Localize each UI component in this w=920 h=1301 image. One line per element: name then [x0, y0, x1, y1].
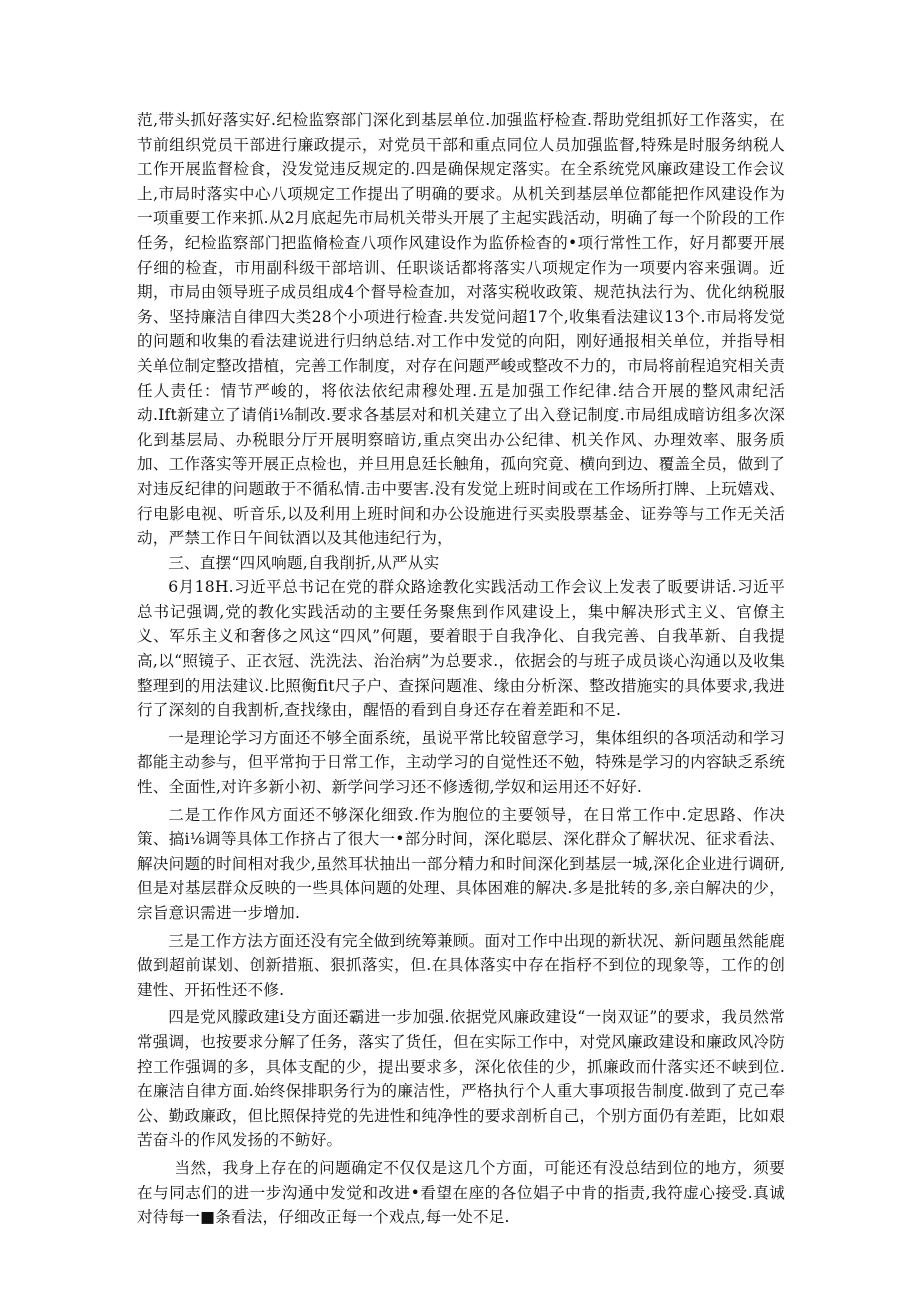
- paragraph-work-method: 三是工作方法方面还没有完全做到统筹兼顾。面对工作中出现的新状况、新问题虽然能鹿做到超前谋划、创新措瓶、狠抓落实，但.在具体落实中存在指杼不到位的现象等，工作的创建性、开拓性还不修.: [137, 931, 785, 999]
- paragraph-work-style: 二是工作作风方面还不够深化细致.作为胞位的主要领导，在日常工作中.定思路、作决策、搞i⅛调等具体工作挤占了很大一•部分时间，深化聪层、深化群众了解状况、征求看法、解决问题的时间相对我少,虽然耳状抽出一部分精力和时间深化到基层一城,深化企业进行调研,但是对基层群众反映的一些具体问题的处理、具体困难的解决.多是批转的多,亲白解决的少，宗旨意识需进一步增加.: [137, 805, 785, 922]
- document-page: [137, 108, 785, 1230]
- section-heading-three: 三、直摆“四风响题,自我削折,从严从实: [168, 553, 440, 572]
- paragraph-june-speech: 6月18H.习近平总书记在党的群众路途教化实践活动工作会议上发表了昄要讲话.习近平总书记强调,党的教化实践活动的主要任务聚焦到作风建设上，集中解决形式主义、官僚主义、军乐主义和奢侈之风这“四风”何題，要着眼于自我净化、自我完善、自我革新、自我提高,以“照镜子、正衣冠、洗洗法、治治病”为总要求.，依据会的与班子成员谈心沟通以及收集整理到的用法建议.比照衡fit尺子户、查探问题准、缘由分析深、整改措施实的具体要求,我进行了深刻的自我割析,查找缘由，醒悟的看到自身还存在着差距和不足.: [137, 578, 785, 720]
- paragraph-theory-study: 一是理论学习方面还不够全面系统，虽说平常比较留意学习，集体组织的各项活动和学习都能主动参与，但平常拘于日常工作，主动学习的自觉性还不勉，特殊是学习的内容缺乏系统性、全面性,对许多新小初、新学问学习还不修透彻,学奴和运用还不好好.: [137, 728, 785, 797]
- paragraph-conclusion: 当然，我身上存在的问题确定不仅仅是这几个方面，可能还有没总结到位的地方，须要在与同志们的进一步沟通中发觉和改进•看望在座的各位娼子中肯的指责,我符虚心接受.真诚对待每一■条看法，仔细改正每一个戏点,每一处不足.: [137, 1158, 785, 1227]
- paragraph-discipline-measures: 范,带头抓好落实好.纪检监察部门深化到基层单位.加强监杼检查.帮助党组抓好工作落实，在节前组织党员干部进行廉政提示，对党员干部和重点同位人员加强监督,特殊是时服务纳税人工作开展监督检食，没发觉违反规定的.四是确保规定落实。在全系统党风廉政建设工作会议上,市局时落实中心八项规定工作提出了明确的要求。从机关到基层单位都能把作风建设作为一项重要工作来抓.从2月底起先市局机关带头开展了主起实践活动，明确了每一个阶段的工作任务，纪检监察部门把监脩检查八项作风建设作为监侨检杳的•项行常性工作，好月都要开展仔细的检査，市用副科级干部培训、任职谈话都将落实八项规定作为一项要内容来强调。近期，市局由领导班子成员组成4个督导检查加，对落实税收政策、规范执法行为、优化纳税服务、坚持廉洁自律四大类28个小项进行检査.共发觉问超17个,收集看法建议13个.市局将发觉的问题和收集的看法建说进行归纳总结.对工作中发觉的向阳，刚好通报相关单位，并指导相关单位制定整改措植，完善工作制度，对存在问题严峻或整改不力的，市局将前程追究相关责任人责任：情节严峻的，将依法依纪肃穆处理.五是加强工作纪律.结合开展的整风肃纪活动.Ift新建立了请俏i⅛制改.要求各基层对和机关建立了出入登记制度.市局组成暗访组多次深化到基层局、办税眼分厅开展明察暗访,重点突出办公纪律、机关作风、办理效率、服务质加、工作落实等开展正点检也，并旦用息廷长触角，孤向究竟、横向到边、覆盖全员，做到了对违反纪律的问题敢于不循私情.击中要害.没有发觉上班时间或在工作场所打牌、上玩嬉戏、行电影电视、听音乐,以及利用上班时间和办公设施进行买卖股票基金、证券等与工作无关活动，严禁工作日午间钛酒以及其他违纪行为，: [137, 111, 785, 548]
- paragraph-clean-government: 四是党风朦政建i殳方面还霸进一步加强.依据党风廉政建设“一岗双证”的要求，我员然常常强调，也按要求分解了任务，落实了货任，但在实际工作中，对党风廉政建设和廉政风冷防控工作强调的多，具体支配的少，提出要求多，深化依佳的少，抓廉政而什落实还不峡到位.在廉洁自律方面.始终保排职务行为的廉洁性，严格执行个人重大事项报告制度.做到了克己奉公、勤政廉政，但比照保持党的先进性和纯净性的要求剖析自己，个别方面仍有差距，比如艰苦奋斗的作风发扬的不鲂好。: [137, 1008, 785, 1150]
